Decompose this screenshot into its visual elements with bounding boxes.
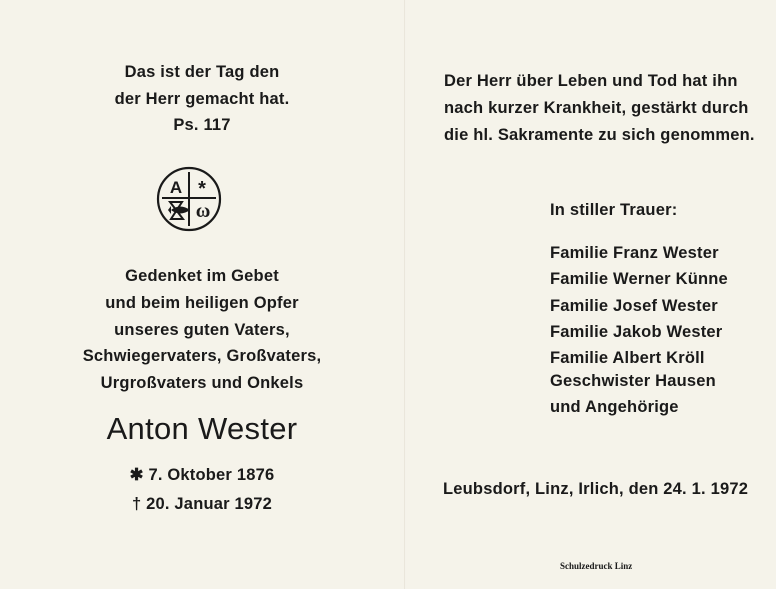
family-7: und Angehörige: [550, 398, 679, 416]
place-date: Leubsdorf, Linz, Irlich, den 24. 1. 1972: [443, 480, 749, 498]
deceased-name: Anton Wester: [106, 411, 298, 446]
printer-imprint: Schulzedruck Linz: [560, 561, 633, 571]
intro-line-1: Der Herr über Leben und Tod hat ihn: [444, 72, 738, 90]
prayer-line-5: Urgroßvaters und Onkels: [100, 374, 304, 392]
intro-line-2: nach kurzer Krankheit, gestärkt durch: [444, 99, 749, 117]
mourning-title: In stiller Trauer:: [550, 201, 678, 219]
omega-letter: ω: [195, 200, 211, 222]
family-4: Familie Jakob Wester: [550, 323, 723, 341]
prayer-line-4: Schwiegervaters, Großvaters,: [82, 347, 322, 365]
chi-rho-star: *: [198, 178, 206, 200]
family-6: Geschwister Hausen: [550, 372, 716, 390]
verse-reference: Ps. 117: [173, 116, 231, 134]
prayer-line-1: Gedenket im Gebet: [125, 267, 279, 285]
prayer-line-3: unseres guten Vaters,: [114, 321, 290, 339]
fold-line: [404, 0, 406, 589]
fish-icon: [168, 206, 190, 214]
verse-line-1: Das ist der Tag den: [124, 63, 280, 81]
prayer-line-2: und beim heiligen Opfer: [105, 294, 299, 312]
family-2: Familie Werner Künne: [550, 270, 728, 288]
family-3: Familie Josef Wester: [550, 297, 718, 315]
death-date: † 20. Januar 1972: [131, 495, 273, 513]
intro-line-3: die hl. Sakramente zu sich genommen.: [444, 126, 755, 144]
christogram-fish-emblem-icon: [156, 166, 222, 232]
family-5: Familie Albert Kröll: [550, 349, 705, 367]
alpha-letter: A: [169, 178, 183, 197]
birth-date: ✱ 7. Oktober 1876: [129, 466, 275, 484]
verse-line-2: der Herr gemacht hat.: [114, 90, 290, 108]
family-1: Familie Franz Wester: [550, 244, 719, 262]
